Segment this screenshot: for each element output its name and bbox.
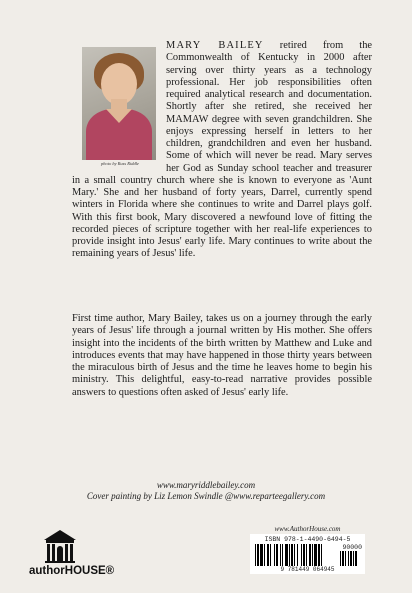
- author-name: MARY BAILEY: [166, 40, 264, 51]
- photo-credit: photo by Russ Riddle: [100, 161, 140, 166]
- price-code: 90000: [342, 544, 362, 551]
- author-website: www.maryriddlebailey.com: [156, 480, 256, 490]
- bio-text: retired from the Commonwealth of Kentucky in 2000 after serving over thirty years as a technology professional. Her job responsibilities often required analytical research and documentation. Shortly after she retired, she received her MAMAW degree with seven grandchildren. She enjoys expressing herself in letters to her children, grandchildren and even her husband. Some of which will never be read. Mary serves her God as Sunday school teacher and treasurer in a small country church where she is known to everyone as 'Aunt Mary.' She and her husband of forty years, Darrel, currently spend winters in Florida where she continues to write and Darrel plays golf. With this first book, Mary discovered a newfound love of fitting the recorded pieces of scripture together with her real-life experiences to provide insight into Jesus' early life. Mary continues to write about the remaining years of Jesus' life.: [72, 40, 372, 260]
- isbn-text: ISBN 978-1-4490-6494-5: [264, 536, 351, 543]
- book-summary: First time author, Mary Bailey, takes us on a journey through the early years of Jesus' life through a journal written by His mother. She offers insight into the incidents of the birth written by Matthew and Luke and introduces events that may have happened in those thirty years between the miraculous birth of Jesus and the time he leaves home to begin his ministry. This delightful, easy-to-read narrative provides possible answers to questions often asked of Jesus' early life.: [72, 313, 372, 398]
- ean-barcode: [255, 544, 337, 566]
- cover-credit: Cover painting by Liz Lemon Swindle @www.reparteegallery.com: [86, 491, 326, 501]
- barcode-number: 9 781449 064945: [280, 566, 335, 573]
- authorhouse-logo-icon: [43, 529, 77, 563]
- credits: [40, 480, 372, 502]
- addon-barcode: [340, 551, 362, 566]
- publisher-website: www.AuthorHouse.com: [274, 525, 341, 533]
- barcode: [250, 534, 365, 574]
- author-bio: [72, 40, 372, 261]
- authorhouse-logo-text: authorHOUSE®: [29, 565, 115, 577]
